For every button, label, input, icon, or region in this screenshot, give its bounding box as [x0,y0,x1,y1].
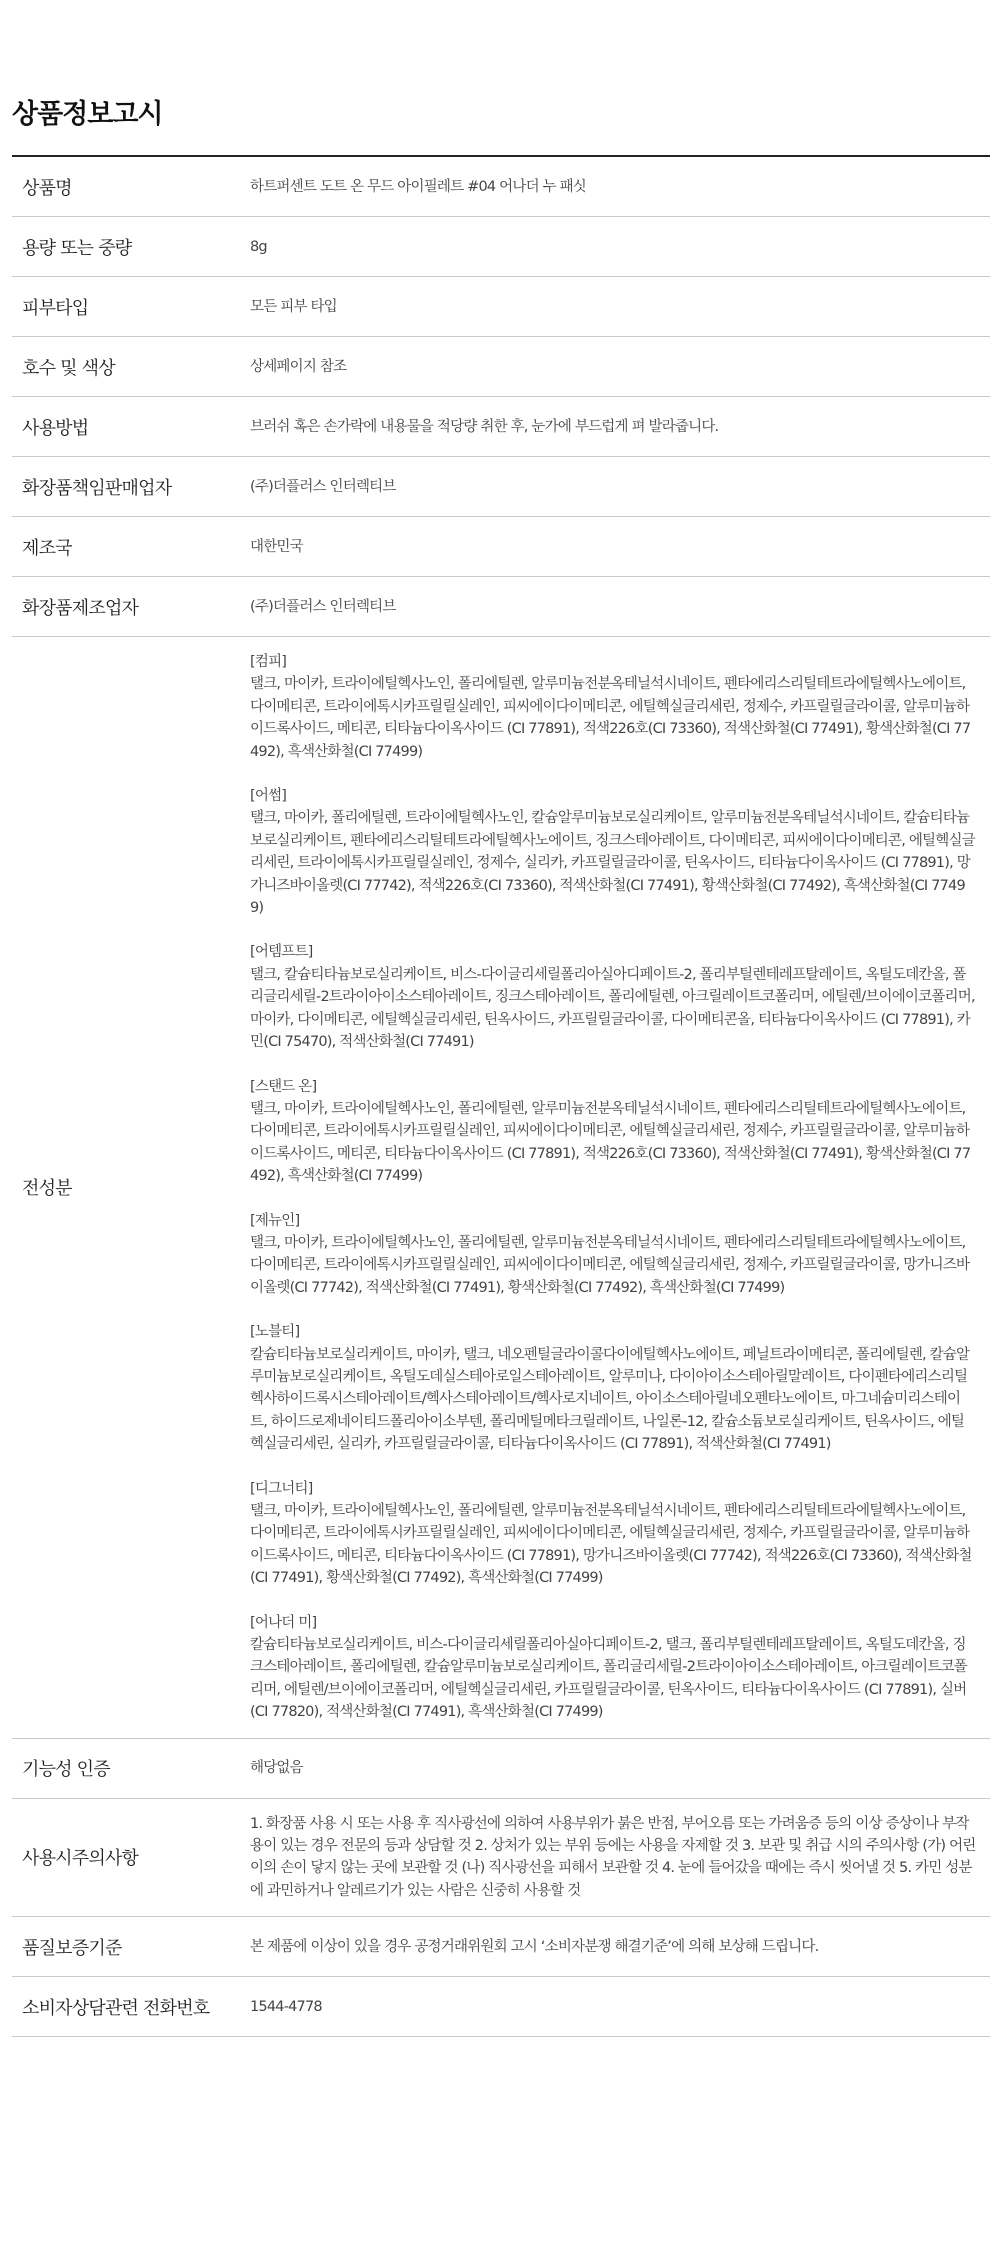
row-caution [12,1799,990,1918]
row-value: 모든 피부 타입 [250,298,337,315]
row-value: 상세페이지 참조 [250,358,347,375]
row-value: (주)더플러스 인터렉티브 [250,598,396,615]
row-label: 제조국 [22,537,72,559]
row-certification [12,1739,990,1799]
row-label: 전성분 [22,1178,72,1200]
row-value: 1544-4778 [250,1998,322,2015]
row-value: 1. 화장품 사용 시 또는 사용 후 직사광선에 의하여 사용부위가 붉은 반점, 부어오름 또는 가려움증 등의 이상 증상이나 부작용이 있는 경우 전문의 등과 상담할 것 2. 상처가 있는 부위 등에는 사용을 자제할 것 3. 보관 및 취급 시의 주의사항 (가) 어린이의 손이 닿지 않는 곳에 보관할 것 (나) 직사광선을 피해서 보관할 것 4. 눈에 들어갔을 때에는 즉시 씻어낼 것 5. 카민 성분에 과민하거나 알레르기가 있는 사람은 신중히 사용할 것 [250,1815,976,1899]
row-label: 화장품제조업자 [22,597,139,619]
ingredient-group-name: [디그너티] [250,1480,313,1497]
ingredient-group [250,651,976,763]
row-value: 본 제품에 이상이 있을 경우 공정거래위원회 고시 ‘소비자분쟁 해결기준’에 의해 보상해 드립니다. [250,1938,819,1955]
product-info-table [12,155,990,2037]
ingredient-group-name: [제뉴인] [250,1212,300,1229]
row-value: 대한민국 [250,538,303,555]
ingredient-group-text: 탤크, 마이카, 폴리에틸렌, 트라이에틸헥사노인, 칼슘알루미늄보로실리케이트, 알루미늄전분옥테닐석시네이트, 칼슘티타늄보로실리케이트, 펜타에리스리틸테트라에틸헥사노에이트, 징크스테아레이트, 다이메티콘, 피씨에이다이메티콘, 에틸헥실글리세린, 트라이에톡시카프릴릴실레인, 정제수, 실리카, 카프릴릴글라이콜, 틴옥사이드, 티타늄다이옥사이드 (CI 77891), 망가니즈바이올렛(CI 77742), 적색226호(CI 73360), 적색산화철(CI 77491), 황색산화철(CI 77492), 흑색산화철(CI 77499) [250,810,975,917]
ingredient-group-text: 칼슘티타늄보로실리케이트, 비스-다이글리세릴폴리아실아디페이트-2, 탤크, 폴리부틸렌테레프탈레이트, 옥틸도데칸올, 징크스테아레이트, 폴리에틸렌, 칼슘알루미늄보로실리케이트, 폴리글리세릴-2트라이아이소스테아레이트, 아크릴레이트코폴리머, 에틸렌/브이에이코폴리머, 에틸헥실글리세린, 카프릴릴글라이콜, 틴옥사이드, 티타늄다이옥사이드 (CI 77891), 실버(CI 77820), 적색산화철(CI 77491), 흑색산화철(CI 77499) [250,1637,967,1721]
row-value: 해당없음 [250,1760,303,1777]
ingredient-group [250,1076,976,1188]
ingredient-group-name: [어썸] [250,788,287,805]
row-value: 8g [250,238,267,255]
ingredient-group-text: 탤크, 마이카, 트라이에틸헥사노인, 폴리에틸렌, 알루미늄전분옥테닐석시네이트, 펜타에리스리틸테트라에틸헥사노에이트, 다이메티콘, 트라이에톡시카프릴릴실레인, 피씨에이다이메티콘, 에틸헥실글리세린, 정제수, 카프릴릴글라이콜, 망가니즈바이올렛(CI 77742), 적색산화철(CI 77491), 황색산화철(CI 77492), 흑색산화철(CI 77499) [250,1234,970,1296]
ingredient-group-name: [컴피] [250,654,287,670]
row-manufacturer [12,577,990,637]
row-label: 호수 및 색상 [22,357,115,379]
row-skin-type [12,277,990,337]
ingredients-list [234,637,990,1738]
ingredient-group-name: [어템프트] [250,944,313,961]
row-ingredients [12,637,990,1739]
row-usage [12,397,990,457]
row-label: 품질보증기준 [22,1937,122,1959]
ingredient-group [250,1478,976,1590]
row-label: 화장품책임판매업자 [22,477,172,499]
row-origin [12,517,990,577]
row-value: 하트퍼센트 도트 온 무드 아이필레트 #04 어나더 누 패싯 [250,178,587,195]
ingredient-group-text: 탤크, 마이카, 트라이에틸헥사노인, 폴리에틸렌, 알루미늄전분옥테닐석시네이트, 펜타에리스리틸테트라에틸헥사노에이트, 다이메티콘, 트라이에톡시카프릴릴실레인, 피씨에이다이메티콘, 에틸헥실글리세린, 정제수, 카프릴릴글라이콜, 알루미늄하이드록사이드, 메티콘, 티타늄다이옥사이드 (CI 77891), 적색226호(CI 73360), 적색산화철(CI 77491), 황색산화철(CI 77492), 흑색산화철(CI 77499) [250,676,971,760]
row-phone [12,1977,990,2037]
ingredient-group-name: [어나더 미] [250,1614,317,1631]
row-label: 상품명 [22,177,72,199]
row-volume [12,217,990,277]
row-product-name [12,157,990,217]
row-value: 브러쉬 혹은 손가락에 내용물을 적당량 취한 후, 눈가에 부드럽게 펴 발라줍니다. [250,418,719,435]
ingredient-group [250,785,976,919]
row-label: 사용방법 [22,417,89,439]
row-label: 사용시주의사항 [22,1848,139,1870]
ingredient-group-name: [스탠드 온] [250,1078,317,1095]
row-label: 용량 또는 중량 [22,237,132,259]
ingredient-group-text: 칼슘티타늄보로실리케이트, 마이카, 탤크, 네오펜틸글라이콜다이에틸헥사노에이트, 페닐트라이메티콘, 폴리에틸렌, 칼슘알루미늄보로실리케이트, 옥틸도데실스테아로일스테아레이트, 알루미나, 다이아이소스테아릴말레이트, 다이펜타에리스리틸헥사하이드록시스테아레이트/헥사스테아레이트/헥사로지네이트, 아이소스테아릴네오펜타노에이트, 마그네슘미리스테이트, 하이드로제네이티드폴리아이소부텐, 폴리메틸메타크릴레이트, 나일론-12, 칼슘소듐보로실리케이트, 틴옥사이드, 에틸헥실글리세린, 실리카, 카프릴릴글라이콜, 티타늄다이옥사이드 (CI 77891), 적색산화철(CI 77491) [250,1346,970,1453]
ingredient-group [250,1612,976,1724]
row-seller [12,457,990,517]
row-quality [12,1917,990,1977]
ingredient-group [250,941,976,1053]
page-title: 상품정보고시 [12,99,163,130]
row-label: 피부타입 [22,297,89,319]
ingredient-group-name: [노블티] [250,1324,300,1341]
row-shade [12,337,990,397]
row-value: (주)더플러스 인터렉티브 [250,478,396,495]
ingredient-group-text: 탤크, 마이카, 트라이에틸헥사노인, 폴리에틸렌, 알루미늄전분옥테닐석시네이트, 펜타에리스리틸테트라에틸헥사노에이트, 다이메티콘, 트라이에톡시카프릴릴실레인, 피씨에이다이메티콘, 에틸헥실글리세린, 정제수, 카프릴릴글라이콜, 알루미늄하이드록사이드, 메티콘, 티타늄다이옥사이드 (CI 77891), 망가니즈바이올렛(CI 77742), 적색226호(CI 73360), 적색산화철(CI 77491), 황색산화철(CI 77492), 흑색산화철(CI 77499) [250,1503,972,1587]
ingredient-group [250,1210,976,1300]
ingredient-group-text: 탤크, 칼슘티타늄보로실리케이트, 비스-다이글리세릴폴리아실아디페이트-2, 폴리부틸렌테레프탈레이트, 옥틸도데칸올, 폴리글리세릴-2트라이아이소스테아레이트, 징크스테아레이트, 폴리에틸렌, 아크릴레이트코폴리머, 에틸렌/브이에이코폴리머, 마이카, 다이메티콘, 에틸헥실글리세린, 틴옥사이드, 카프릴릴글라이콜, 다이메티콘올, 티타늄다이옥사이드 (CI 77891), 카민(CI 75470), 적색산화철(CI 77491) [250,966,975,1051]
ingredient-group [250,1321,976,1455]
ingredient-group-text: 탤크, 마이카, 트라이에틸헥사노인, 폴리에틸렌, 알루미늄전분옥테닐석시네이트, 펜타에리스리틸테트라에틸헥사노에이트, 다이메티콘, 트라이에톡시카프릴릴실레인, 피씨에이다이메티콘, 에틸헥실글리세린, 정제수, 카프릴릴글라이콜, 알루미늄하이드록사이드, 메티콘, 티타늄다이옥사이드 (CI 77891), 적색226호(CI 73360), 적색산화철(CI 77491), 황색산화철(CI 77492), 흑색산화철(CI 77499) [250,1100,971,1185]
row-label: 소비자상담관련 전화번호 [22,1997,210,2019]
row-label: 기능성 인증 [22,1759,110,1781]
